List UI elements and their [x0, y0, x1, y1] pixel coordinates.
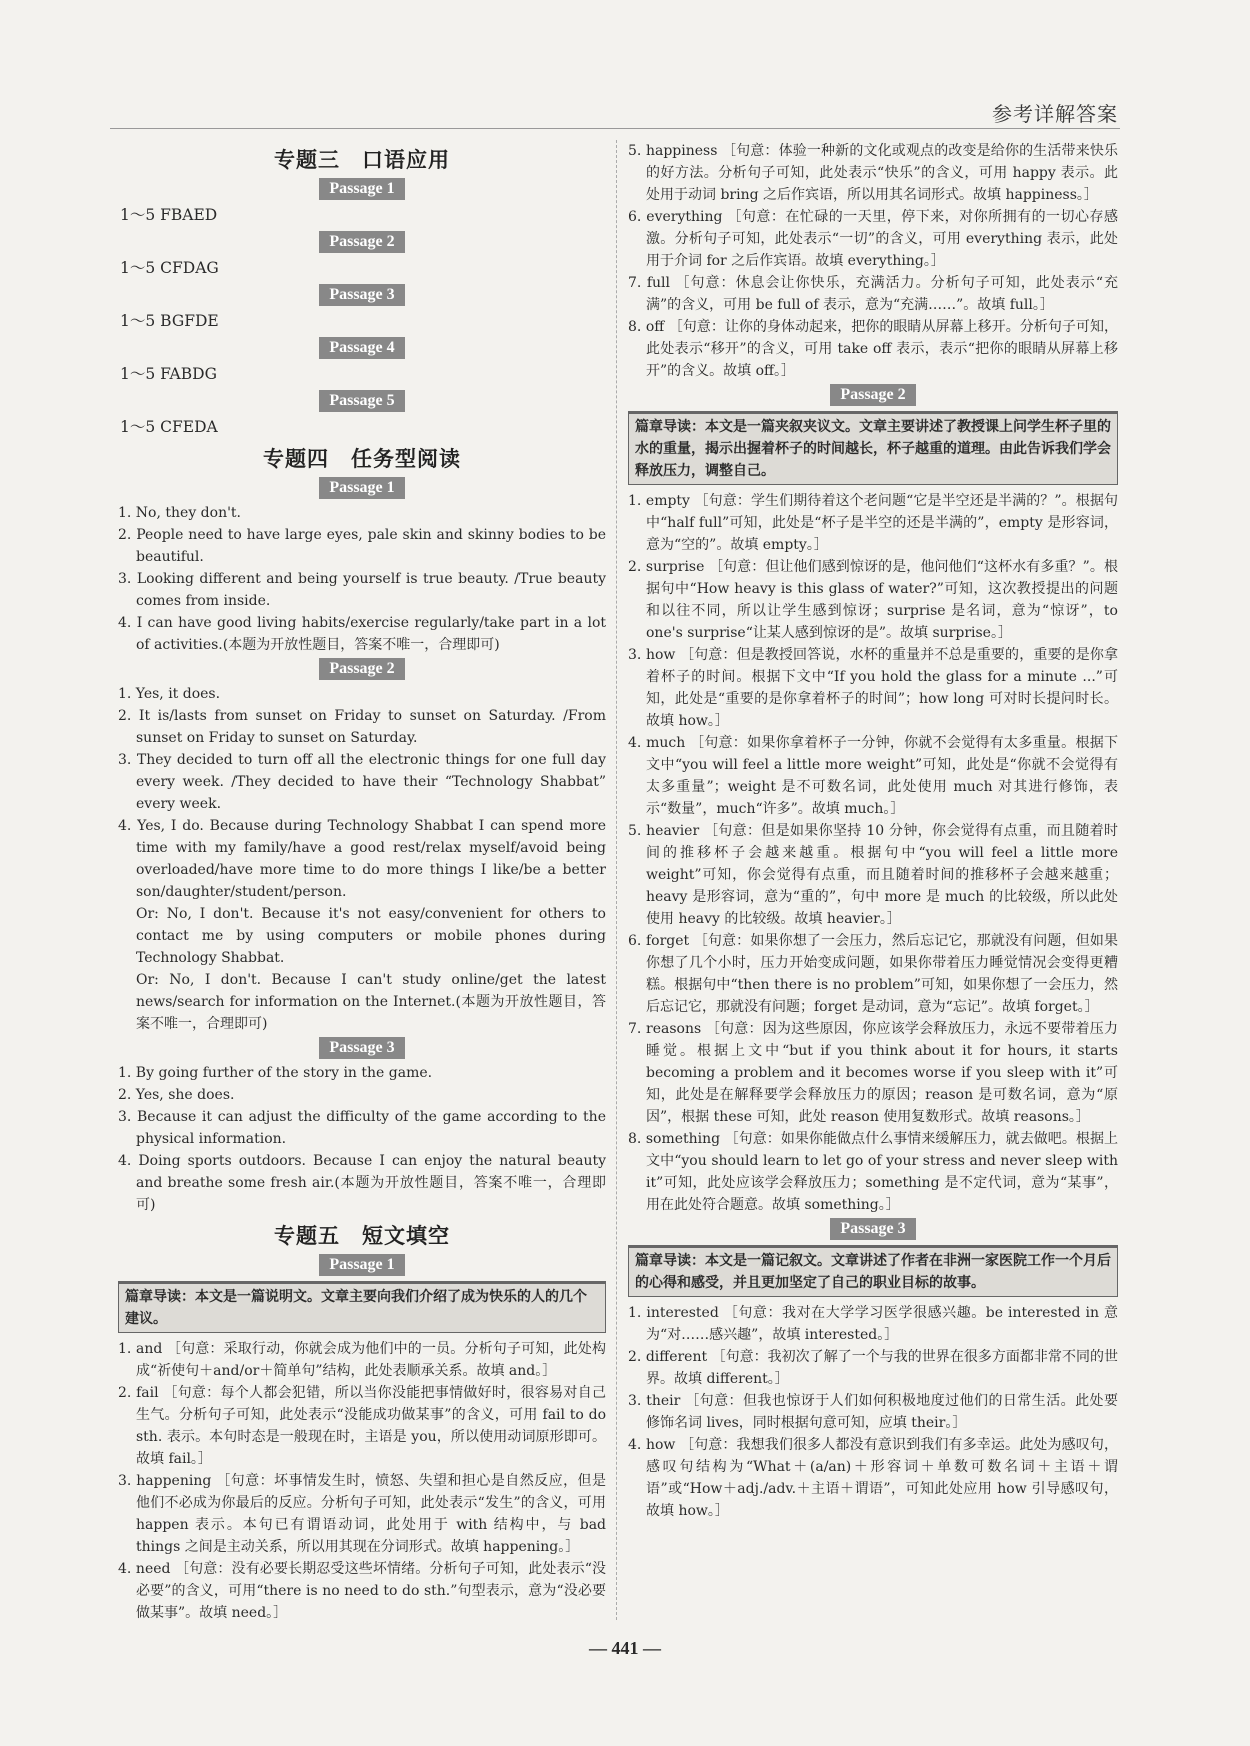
s4p1-answer: 1. No, they don't.: [118, 505, 242, 521]
s5-passage-1-badge: Passage 1: [319, 1254, 404, 1276]
s5p2-answer: 6. forget ［句意：如果你想了一会压力，然后忘记它，那就没有问题，但如果你想了几个小时，压力开始变成问题，如果你带着压力睡觉情况会变得更糟糕。根据句中“then there is no problem”可知，如果你想了一会压力，然后忘记它，那就没有问题；forget 是动词，意为“忘记”。故填 forget。］: [628, 933, 1118, 1015]
section-3-title: 专题三 口语应用: [274, 148, 450, 172]
s4-passage-3-badge: Passage 3: [319, 1037, 404, 1059]
s5p2-answer: 1. empty ［句意：学生们期待着这个老问题“它是半空还是半满的？”。根据句中“half full”可知，此处是“杯子是半空的还是半满的”，empty 是形容词，意为“空的”。故填 empty。］: [628, 493, 1118, 553]
s4p2-answer-alt: Or: No, I don't. Because it's not easy/convenient for others to contact me by using computers or mobile phones during Technology Shabbat.: [136, 906, 606, 966]
s4p1-answer: 4. I can have good living habits/exercise regularly/take part in a lot of activities.(本题为开放性题目，答案不唯一，合理即可): [118, 615, 606, 653]
column-divider: [616, 140, 617, 1620]
page-number: — 441 —: [589, 1638, 661, 1658]
s5p3-answer: 1. interested ［句意：我对在大学学习医学很感兴趣。be interested in 意为“对……感兴趣”，故填 interested。］: [628, 1305, 1118, 1343]
s4p3-answer: 1. By going further of the story in the game.: [118, 1065, 433, 1081]
page-header-title: 参考详解答案: [992, 102, 1118, 126]
s5p1-answer: 3. happening ［句意：坏事情发生时，愤怒、失望和担心是自然反应，但是他们不必成为你最后的反应。分析句子可知，此处表示“发生”的含义，可用 happen 表示。本句已有谓语动词，此处用于 with 结构中，与 bad things 之间是主动关系，所以用其现在分词形式。故填 happening。］: [118, 1473, 606, 1555]
left-column: [118, 140, 606, 1624]
right-column: [628, 140, 1118, 1522]
s4p1-answer: 2. People need to have large eyes, pale skin and skinny bodies to be beautiful.: [118, 527, 606, 565]
section-4-title: 专题四 任务型阅读: [263, 447, 461, 471]
s4p3-answer: 3. Because it can adjust the difficulty of the game according to the physical information.: [118, 1109, 606, 1147]
section-5-title: 专题五 短文填空: [274, 1224, 450, 1248]
s5p1-answer: 2. fail ［句意：每个人都会犯错，所以当你没能把事情做好时，很容易对自己生气。分析句子可知，此处表示“没能成功做某事”的含义，可用 fail to do sth. 表示。本句时态是一般现在时，主语是 you，所以使用动词原形即可。故填 fail。］: [118, 1385, 606, 1467]
s5p2-answer: 7. reasons ［句意：因为这些原因，你应该学会释放压力，永远不要带着压力睡觉。根据上文中“but if you think about it for hours, it starts becoming a problem and it becomes worse if you sleep with it”可知，此处是在解释要学会释放压力的原因；reason 是可数名词，意为“原因”，根据 these 可知，此处 reason 使用复数形式。故填 reasons。］: [628, 1021, 1118, 1125]
header-rule: [110, 128, 1120, 129]
s4p2-answer-alt: Or: No, I don't. Because I can't study online/get the latest news/search for information on the Internet.(本题为开放性题目，答案不唯一，合理即可): [136, 972, 606, 1032]
s5p3-answer: 4. how ［句意：我想我们很多人都没有意识到我们有多幸运。此处为感叹句，感叹句结构为“What＋(a/an)＋形容词＋单数可数名词＋主语＋谓语”或“How＋adj./adv.＋主语＋谓语”，可知此处应用 how 引导感叹句，故填 how。］: [628, 1437, 1118, 1519]
s4-passage-2-badge: Passage 2: [319, 658, 404, 680]
s5p2-guide: 篇章导读：本文是一篇夹叙夹议文。文章主要讲述了教授课上问学生杯子里的水的重量，揭示出握着杯子的时间越长，杯子越重的道理。由此告诉我们学会释放压力，调整自己。: [628, 411, 1118, 485]
s3-passage-2-badge: Passage 2: [319, 231, 404, 253]
s5p1-answer-cont: 8. off ［句意：让你的身体动起来，把你的眼睛从屏幕上移开。分析句子可知，此处表示“移开”的含义，可用 take off 表示，表示“把你的眼睛从屏幕上移开”的含义。故填 off。］: [628, 319, 1118, 379]
s5-passage-2-badge: Passage 2: [830, 384, 915, 406]
s5p1-answer: 4. need ［句意：没有必要长期忍受这些坏情绪。分析句子可知，此处表示“没必要”的含义，可用“there is no need to do sth.”句型表示，意为“没必要做某事”。故填 need。］: [118, 1561, 606, 1621]
s5p2-answer: 3. how ［句意：但是教授回答说，水杯的重量并不总是重要的，重要的是你拿着杯子的时间。根据下文中“If you hold the glass for a minute ...”可知，此处是“重要的是你拿着杯子的时间”；how long 可对时长提问时长。故填 how。］: [628, 647, 1118, 729]
s5p3-answer: 3. their ［句意：但我也惊讶于人们如何积极地度过他们的日常生活。此处要修饰名词 lives，同时根据句意可知，应填 their。］: [628, 1393, 1118, 1431]
s3-passage-1-badge: Passage 1: [319, 178, 404, 200]
s4p1-answer: 3. Looking different and being yourself is true beauty. /True beauty comes from inside.: [118, 571, 606, 609]
s3-passage-5-answers: 1～5 CFEDA: [120, 418, 218, 436]
s4p3-answer: 2. Yes, she does.: [118, 1087, 235, 1103]
s3-passage-2-answers: 1～5 CFDAG: [120, 259, 219, 277]
s4p2-answer: 1. Yes, it does.: [118, 686, 221, 702]
s3-passage-3-badge: Passage 3: [319, 284, 404, 306]
s5p2-answer: 8. something ［句意：如果你能做点什么事情来缓解压力，就去做吧。根据上文中“you should learn to let go of your stress and never sleep with it”可知，此处应该学会释放压力；something 是不定代词，意为“某事”，用在此处符合题意。故填 something。］: [628, 1131, 1118, 1213]
s4p3-answer: 4. Doing sports outdoors. Because I can enjoy the natural beauty and breathe some fresh air.(本题为开放性题目，答案不唯一，合理即可): [118, 1153, 606, 1213]
s3-passage-4-badge: Passage 4: [319, 337, 404, 359]
s5p2-answer: 2. surprise ［句意：但让他们感到惊讶的是，他问他们“这杯水有多重？”。根据句中“How heavy is this glass of water?”可知，这次教授提出的问题和以往不同，所以让学生感到惊讶；surprise 是名词，意为“惊讶”，to one's surprise“让某人感到惊讶的是”。故填 surprise。］: [628, 559, 1118, 641]
s5p3-answer: 2. different ［句意：我初次了解了一个与我的世界在很多方面都非常不同的世界。故填 different。］: [628, 1349, 1118, 1387]
s3-passage-1-answers: 1～5 FBAED: [120, 206, 218, 224]
s5p3-guide: 篇章导读：本文是一篇记叙文。文章讲述了作者在非洲一家医院工作一个月后的心得和感受，并且更加坚定了自己的职业目标的故事。: [628, 1245, 1118, 1297]
s4p2-answer: 3. They decided to turn off all the electronic things for one full day every week. /They decided to have their “Technology Shabbat” every week.: [118, 752, 606, 812]
s5p2-answer: 4. much ［句意：如果你拿着杯子一分钟，你就不会觉得有太多重量。根据下文中“you will feel a little more weight”可知，此处是“你就不会觉得有太多重量”；weight 是不可数名词，此处使用 much 对其进行修饰，表示“数量”，much“许多”。故填 much。］: [628, 735, 1118, 817]
s4-passage-1-badge: Passage 1: [319, 477, 404, 499]
s5p2-answer: 5. heavier ［句意：但是如果你坚持 10 分钟，你会觉得有点重，而且随着时间的推移杯子会越来越重。根据句中“you will feel a little more weight”可知，你会觉得有点重，而且随着时间的推移杯子会越来越重；heavy 是形容词，意为“重的”，句中 more 是 much 的比较级，所以此处使用 heavy 的比较级。故填 heavier。］: [628, 823, 1118, 927]
s5p1-answer-cont: 7. full ［句意：休息会让你快乐，充满活力。分析句子可知，此处表示“充满”的含义，可用 be full of 表示，意为“充满……”。故填 full。］: [628, 275, 1118, 313]
s4p2-answer: 4. Yes, I do. Because during Technology Shabbat I can spend more time with my family/have a good rest/relax myself/avoid being overloaded/have more time to do more things I like/be a better son/daughter/student/person.: [118, 818, 606, 900]
s5p1-answer-cont: 6. everything ［句意：在忙碌的一天里，停下来，对你所拥有的一切心存感激。分析句子可知，此处表示“一切”的含义，可用 everything 表示，此处用于介词 for 之后作宾语。故填 everything。］: [628, 209, 1118, 269]
s3-passage-4-answers: 1～5 FABDG: [120, 365, 217, 383]
s3-passage-5-badge: Passage 5: [319, 390, 404, 412]
s3-passage-3-answers: 1～5 BGFDE: [120, 312, 219, 330]
s5-passage-3-badge: Passage 3: [830, 1218, 915, 1240]
s5p1-answer: 1. and ［句意：采取行动，你就会成为他们中的一员。分析句子可知，此处构成“祈使句＋and/or＋简单句”结构，此处表顺承关系。故填 and。］: [118, 1341, 606, 1379]
s5p1-answer-cont: 5. happiness ［句意：体验一种新的文化或观点的改变是给你的生活带来快乐的好方法。分析句子可知，此处表示“快乐”的含义，可用 happy 表示。此处用于动词 bring 之后作宾语，所以用其名词形式。故填 happiness。］: [628, 143, 1118, 203]
s5p1-guide: 篇章导读：本文是一篇说明文。文章主要向我们介绍了成为快乐的人的几个建议。: [118, 1281, 606, 1333]
s4p2-answer: 2. It is/lasts from sunset on Friday to sunset on Saturday. /From sunset on Friday to sunset on Saturday.: [118, 708, 606, 746]
